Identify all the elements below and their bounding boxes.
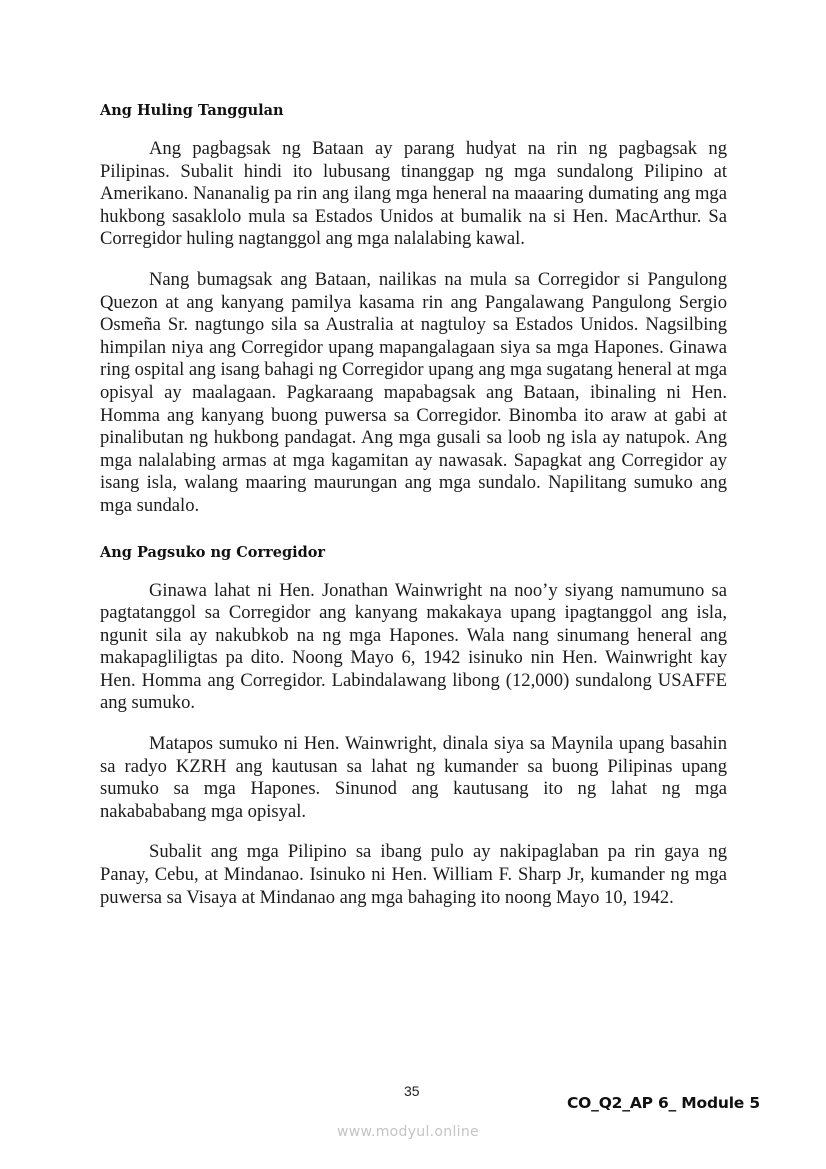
paragraph: Ang pagbagsak ng Bataan ay parang hudyat na rin ng pagbagsak ng Pilipinas. Subalit hindi ito lubusang tinanggap ng mga sundalong Pilipino at Amerikano. Nananalig pa rin ang ilang mga heneral na maaaring dumating ang mga hukbong sasaklolo mula sa Estados Unidos at bumalik na si Hen. MacArthur. Sa Corregidor huling nagtanggol ang mga nalalabing kawal. (100, 138, 727, 250)
section-heading-pagsuko-ng-corregidor: Ang Pagsuko ng Corregidor (100, 543, 326, 561)
page-number: 35 (404, 1083, 420, 1099)
watermark: www.modyul.online (337, 1124, 479, 1140)
paragraph: Nang bumagsak ang Bataan, nailikas na mula sa Corregidor si Pangulong Quezon at ang kanyang pamilya kasama rin ang Pangalawang Pangulong Sergio Osmeña Sr. nagtungo sila sa Australia at nagtuloy sa Estados Unidos. Nagsilbing himpilan niya ang Corregidor upang mapangalagaan siya sa mga Hapones. Ginawa ring ospital ang isang bahagi ng Corregidor upang ang mga sugatang heneral at mga opisyal ay maalagaan. Pagkaraang mapabagsak ang Bataan, ibinaling ni Hen. Homma ang kanyang buong puwersa sa Corregidor. Binomba ito araw at gabi at pinalibutan ng hukbong pandagat. Ang mga gusali sa loob ng isla ay natupok. Ang mga nalalabing armas at mga kagamitan ay nawasak. Sapagkat ang Corregidor ay isang isla, walang maaring maurungan ang mga sundalo. Napilitang sumuko ang mga sundalo. (100, 268, 727, 516)
paragraph: Subalit ang mga Pilipino sa ibang pulo ay nakipaglaban pa rin gaya ng Panay, Cebu, at Mindanao. Isinuko ni Hen. William F. Sharp Jr, kumander ng mga puwersa sa Visaya at Mindanao ang mga bahaging ito noong Mayo 10, 1942. (100, 841, 727, 908)
paragraph: Matapos sumuko ni Hen. Wainwright, dinala siya sa Maynila upang basahin sa radyo KZRH ang kautusan sa lahat ng kumander sa buong Pilipinas upang sumuko sa mga Hapones. Sinunod ang kautusang ito ng lahat ng mga nakabababang mga opisyal. (100, 733, 727, 822)
module-code: CO_Q2_AP 6_ Module 5 (567, 1094, 760, 1112)
document-body (100, 100, 727, 927)
section-heading-huling-tanggulan: Ang Huling Tanggulan (100, 102, 284, 119)
paragraph: Ginawa lahat ni Hen. Jonathan Wainwright na noo’y siyang namumuno sa pagtatanggol sa Corregidor ang kanyang makakaya upang ipagtanggol ang isla, ngunit sila ay nakubkob na ng mga Hapones. Wala nang sinumang heneral ang makapagliligtas pa dito. Noong Mayo 6, 1942 isinuko nin Hen. Wainwright kay Hen. Homma ang Corregidor. Labindalawang libong (12,000) sundalong USAFFE ang sumuko. (100, 579, 727, 714)
